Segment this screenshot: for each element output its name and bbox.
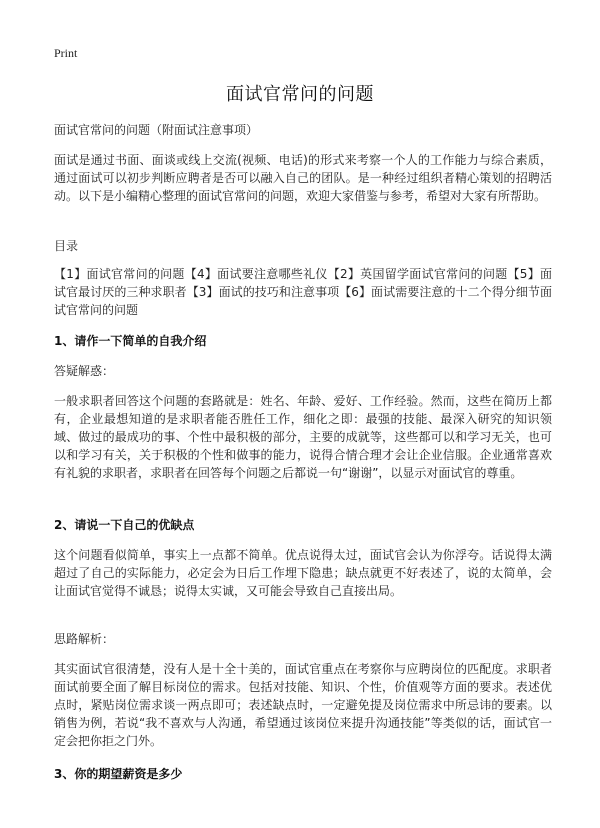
intro-paragraph: 面试是通过书面、面谈或线上交流(视频、电话)的形式来考察一个人的工作能力与综合素质，通过面试可以初步判断应聘者是否可以融入自己的团队。是一种经过组织者精心策划的招聘活动。以下是小编精心整理的面试官常问的问题，欢迎大家借鉴与参考，希望对大家有所帮助。: [54, 153, 552, 203]
print-label: Print: [54, 46, 78, 60]
section-1-body: 一般求职者回答这个问题的套路就是：姓名、年龄、爱好、工作经验。然而，这些在简历上都有，企业最想知道的是求职者能否胜任工作，细化之即：最强的技能、最深入研究的知识领域、做过的最成功的事、个性中最积极的部分，主要的成就等，这些都可以和学习无关，也可以和学习有关，关于积极的个性和做事的能力，说得合情合理才会让企业信服。企业通常喜欢有礼貌的求职者，求职者在回答每个问题之后都说一句“谢谢”，以显示对面试官的尊重。: [54, 394, 552, 480]
toc-text: 【1】面试官常问的问题【4】面试要注意哪些礼仪【2】英国留学面试官常问的问题【5】面试官最讨厌的三种求职者【3】面试的技巧和注意事项【6】面试需要注意的十二个得分细节面试官常问的问题: [54, 267, 552, 317]
toc-label: 目录: [54, 239, 79, 253]
section-2-body: 这个问题看似简单，事实上一点都不简单。优点说得太过，面试官会认为你浮夸。话说得太满超过了自己的实际能力，必定会为日后工作埋下隐患；缺点就更不好表述了，说的太简单，会让面试官觉得不诚恳；说得太实诚，又可能会导致自己直接出局。: [54, 548, 552, 598]
section-2-heading: 2、请说一下自己的优缺点: [54, 518, 195, 532]
subtitle: 面试官常问的问题（附面试注意事项）: [54, 123, 259, 137]
section-1-heading: 1、请作一下简单的自我介绍: [54, 334, 207, 348]
section-2-label: 思路解析：: [54, 632, 115, 646]
section-3-heading: 3、你的期望薪资是多少: [54, 767, 183, 781]
section-2-body2: 其实面试官很清楚，没有人是十全十美的，面试官重点在考察你与应聘岗位的匹配度。求职者面试前要全面了解目标岗位的需求。包括对技能、知识、个性，价值观等方面的要求。表述优点时，紧贴岗位需求谈一两点即可；表述缺点时，一定避免提及岗位需求中所忌讳的要素。以销售为例，若说“我不喜欢与人沟通，希望通过该岗位来提升沟通技能”等类似的话，面试官一定会把你拒之门外。: [54, 662, 552, 748]
section-1-label: 答疑解惑：: [54, 364, 115, 378]
page-title: 面试官常问的问题: [226, 84, 374, 105]
